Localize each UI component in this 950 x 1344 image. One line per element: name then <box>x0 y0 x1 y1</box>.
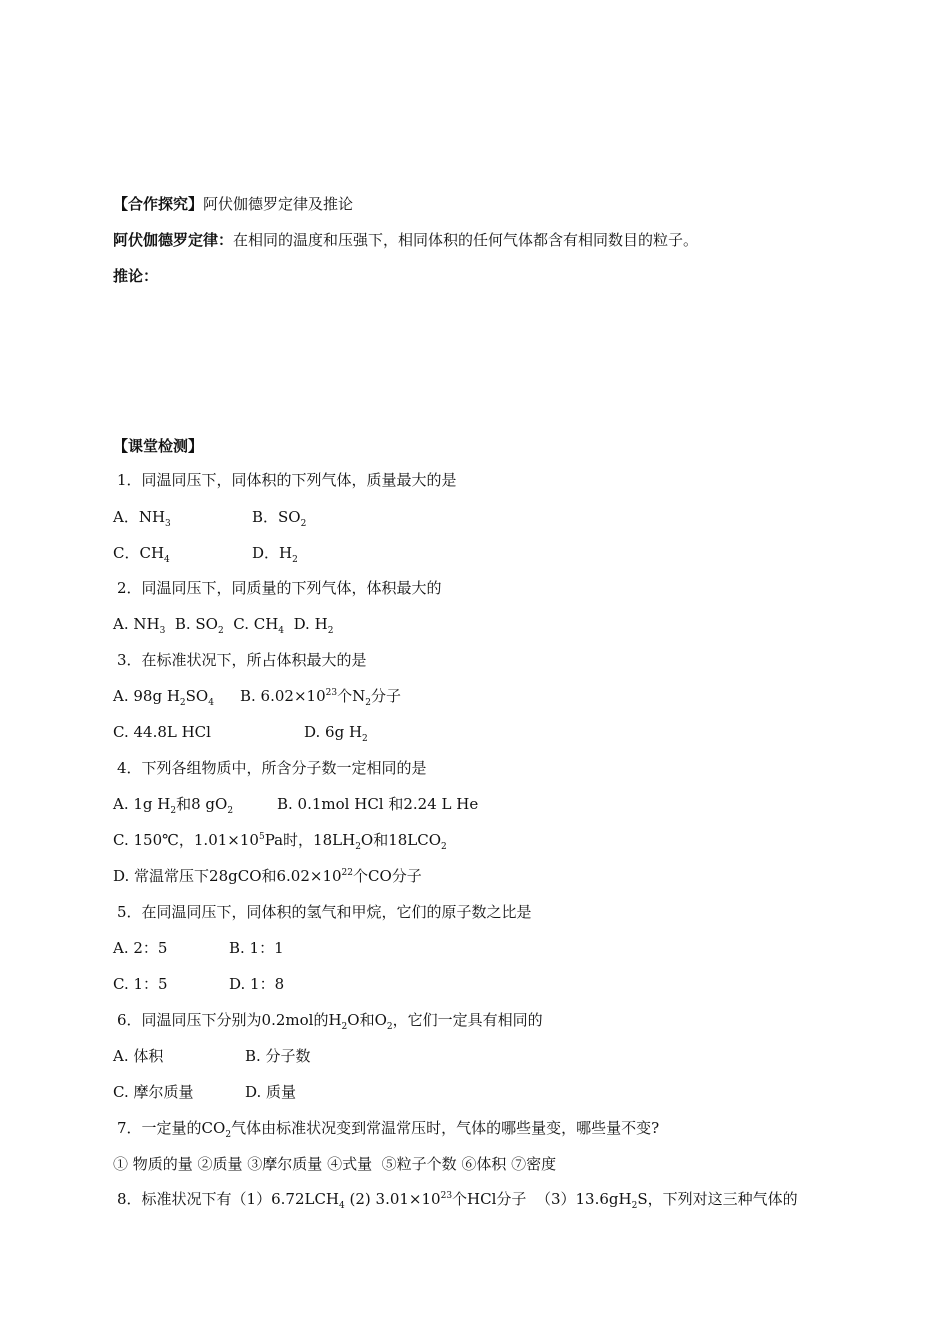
q1-option-a: A．$NH_3$ <box>113 508 171 529</box>
section-heading-check: 【课堂检测】 <box>113 437 204 455</box>
question-3-options-cd <box>113 722 368 744</box>
q6-option-c: C. 摩尔质量 <box>113 1083 194 1101</box>
q2-option-text: B. SO <box>165 615 218 633</box>
q2-option-subscript: 3 <box>159 626 166 636</box>
question-2-options <box>113 614 333 634</box>
question-7-stem: 7．一定量的$CO_2$气体由标准状况变到常温常压时，气体的哪些量变，哪些量不变? <box>117 1119 660 1140</box>
question-2-stem: 2．同温同压下，同质量的下列气体，体积最大的 <box>117 579 442 597</box>
q3-option-b: B. $6.02\times 10^{23}$个$N_2$分子 <box>240 687 401 708</box>
q2-option-text: A. NH <box>113 615 160 633</box>
question-7-options: ① 物质的量 ②质量 ③摩尔质量 ④式量 ⑤粒子个数 ⑥体积 ⑦密度 <box>113 1155 557 1173</box>
q5-option-c: C. 1：5 <box>113 975 168 993</box>
question-6-stem: 6．同温同压下分别为0.2mol的$H_2O$和$O_2$，它们一定具有相同的 <box>117 1011 543 1032</box>
inference-label: 推论： <box>113 267 159 285</box>
heading-bracket: 【合作探究】 <box>113 195 204 213</box>
q5-option-b: B. 1：1 <box>229 939 284 957</box>
question-1-options-ab <box>113 507 307 529</box>
q2-option-subscript: 2 <box>327 626 334 636</box>
law-paragraph <box>113 230 698 250</box>
q1-option-c: C．$CH_4$ <box>113 544 170 565</box>
question-8-stem: 8．标准状况下有$(1)6.72LCH_4$ (2) $3.01\times 10^{23}$个HCl分子 $(3)13.6gH_2S$，下列对这三种气体的 <box>117 1190 798 1211</box>
question-5-stem: 5．在同温同压下，同体积的氢气和甲烷，它们的原子数之比是 <box>117 903 532 921</box>
q5-option-a: A. 2：5 <box>113 939 168 957</box>
heading-rest: 阿伏伽德罗定律及推论 <box>203 195 354 213</box>
q3-option-d: D. 6g $H_2$ <box>304 723 368 744</box>
question-6-options-cd <box>113 1082 297 1102</box>
q6-option-d: D. 质量 <box>245 1083 297 1101</box>
q1-option-b: B．$SO_2$ <box>252 508 307 529</box>
q2-option-subscript: 2 <box>217 626 224 636</box>
question-3-stem: 3．在标准状况下，所占体积最大的是 <box>117 651 367 669</box>
question-5-options-cd <box>113 974 285 994</box>
q2-option-text: C. CH <box>223 615 279 633</box>
q4-option-b: B. 0.1mol HCl 和2.24 L He <box>277 795 479 813</box>
question-6-options-ab <box>113 1046 311 1066</box>
question-1-options-cd <box>113 543 298 565</box>
question-3-options-ab <box>113 686 401 708</box>
q2-option-subscript: 4 <box>278 626 285 636</box>
q3-option-a: A. 98g $H_2SO_4$ <box>113 687 214 708</box>
question-1-stem: 1．同温同压下，同体积的下列气体，质量最大的是 <box>117 471 457 489</box>
question-5-options-ab <box>113 938 284 958</box>
q6-option-b: B. 分子数 <box>245 1047 311 1065</box>
q4-option-a: A. 1g $H_2$和8 $gO_2$ <box>113 795 234 816</box>
law-text: 在相同的温度和压强下，相同体积的任何气体都含有相同数目的粒子。 <box>233 231 699 249</box>
question-4-option-d: D. 常温常压下28gCO和$6.02\times 10^{22}$个CO分子 <box>113 867 422 885</box>
q6-option-a: A. 体积 <box>113 1047 164 1065</box>
q5-option-d: D. 1：8 <box>229 975 285 993</box>
question-4-stem: 4．下列各组物质中，所含分子数一定相同的是 <box>117 759 427 777</box>
q1-option-d: D．$H_2$ <box>252 544 298 565</box>
q3-option-c: C. 44.8L HCl <box>113 723 211 741</box>
q2-option-text: D. H <box>284 615 328 633</box>
question-4-options-ab <box>113 794 479 816</box>
law-label: 阿伏伽德罗定律： <box>113 231 234 249</box>
question-4-option-c: C. 150℃，$1.01\times 10^5Pa$时，$18LH_2O$和$18LCO_2$ <box>113 831 447 852</box>
section-heading-cooperative <box>113 194 353 214</box>
